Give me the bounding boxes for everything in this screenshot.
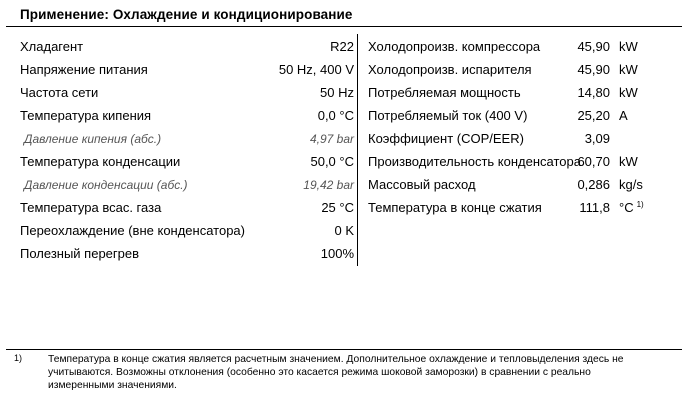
parameter-label: Температура кипения [20, 108, 152, 123]
page-title: Применение: Охлаждение и кондиционирование [20, 7, 353, 22]
result-unit [619, 198, 644, 220]
parameter-value: 19,42 bar [303, 178, 354, 192]
result-label: Потребляемый ток (400 V) [368, 108, 528, 123]
left-row [20, 198, 354, 218]
parameter-label: Частота сети [20, 85, 99, 100]
result-value: 45,90 [577, 39, 610, 54]
right-row [368, 106, 688, 126]
result-value: 25,20 [577, 108, 610, 123]
parameter-value: R22 [330, 39, 354, 54]
result-label: Производительность конденсатора [368, 154, 581, 169]
result-value: 3,09 [584, 131, 610, 146]
left-row [20, 175, 354, 195]
footnote-divider [6, 349, 682, 350]
result-label: Коэффициент (COP/EER) [368, 131, 524, 146]
result-value: 111,8 [579, 200, 610, 215]
top-divider [6, 26, 682, 27]
right-row [368, 60, 688, 80]
left-row [20, 37, 354, 57]
parameter-value: 0,0 °C [317, 108, 354, 123]
footnote-reference: 1) [636, 200, 644, 209]
unit-text: kW [619, 39, 638, 54]
left-row [20, 221, 354, 241]
result-unit [619, 175, 643, 195]
parameter-label: Температура всас. газа [20, 200, 162, 215]
left-row [20, 152, 354, 172]
right-row [368, 198, 688, 218]
left-row [20, 129, 354, 149]
result-label: Массовый расход [368, 177, 476, 192]
result-label: Холодопроизв. компрессора [368, 39, 541, 54]
parameter-label: Давление кипения (абс.) [24, 132, 162, 146]
parameter-value: 50 Hz, 400 V [278, 62, 354, 77]
left-row [20, 244, 354, 264]
parameter-label: Хладагент [20, 39, 84, 54]
result-label: Температура в конце сжатия [368, 200, 542, 215]
footnote-marker: 1) [14, 353, 23, 363]
right-row [368, 152, 688, 172]
parameter-value: 50 Hz [320, 85, 354, 100]
unit-text: A [619, 108, 628, 123]
result-value: 14,80 [577, 85, 610, 100]
unit-text: kW [619, 62, 638, 77]
right-row [368, 83, 688, 103]
right-row [368, 129, 688, 149]
parameter-value: 4,97 bar [309, 132, 354, 146]
parameter-label: Давление конденсации (абс.) [24, 178, 188, 192]
footnote-text: Температура в конце сжатия является расчетным значением. Дополнительное охлаждение и тепловыделения здесь не учитываются. Возможны отклонения (особенно это касается режима шоковой заморозки) в сравнении с реально измеренными значениями. [48, 354, 624, 391]
right-row [368, 37, 688, 57]
left-row [20, 106, 354, 126]
left-row [20, 83, 354, 103]
parameter-label: Напряжение питания [20, 62, 148, 77]
result-label: Потребляемая мощность [368, 85, 521, 100]
right-row [368, 175, 688, 195]
parameter-value: 50,0 °C [310, 154, 354, 169]
unit-text: kW [619, 85, 638, 100]
result-value: 60,70 [577, 154, 610, 169]
unit-text: °C [619, 200, 634, 215]
result-unit [619, 37, 638, 57]
result-unit [619, 83, 638, 103]
column-divider [357, 34, 358, 266]
result-unit [619, 60, 638, 80]
unit-text: kW [619, 154, 638, 169]
parameter-label: Переохлаждение (вне конденсатора) [20, 223, 245, 238]
parameter-value: 100% [320, 246, 354, 261]
result-value: 0,286 [577, 177, 610, 192]
result-unit [619, 152, 638, 172]
left-row [20, 60, 354, 80]
unit-text: kg/s [619, 177, 643, 192]
result-unit [619, 106, 628, 126]
parameter-label: Температура конденсации [20, 154, 181, 169]
parameter-value: 25 °C [321, 200, 354, 215]
result-value: 45,90 [577, 62, 610, 77]
result-label: Холодопроизв. испарителя [368, 62, 532, 77]
parameter-value: 0 K [334, 223, 354, 238]
parameter-label: Полезный перегрев [20, 246, 140, 261]
